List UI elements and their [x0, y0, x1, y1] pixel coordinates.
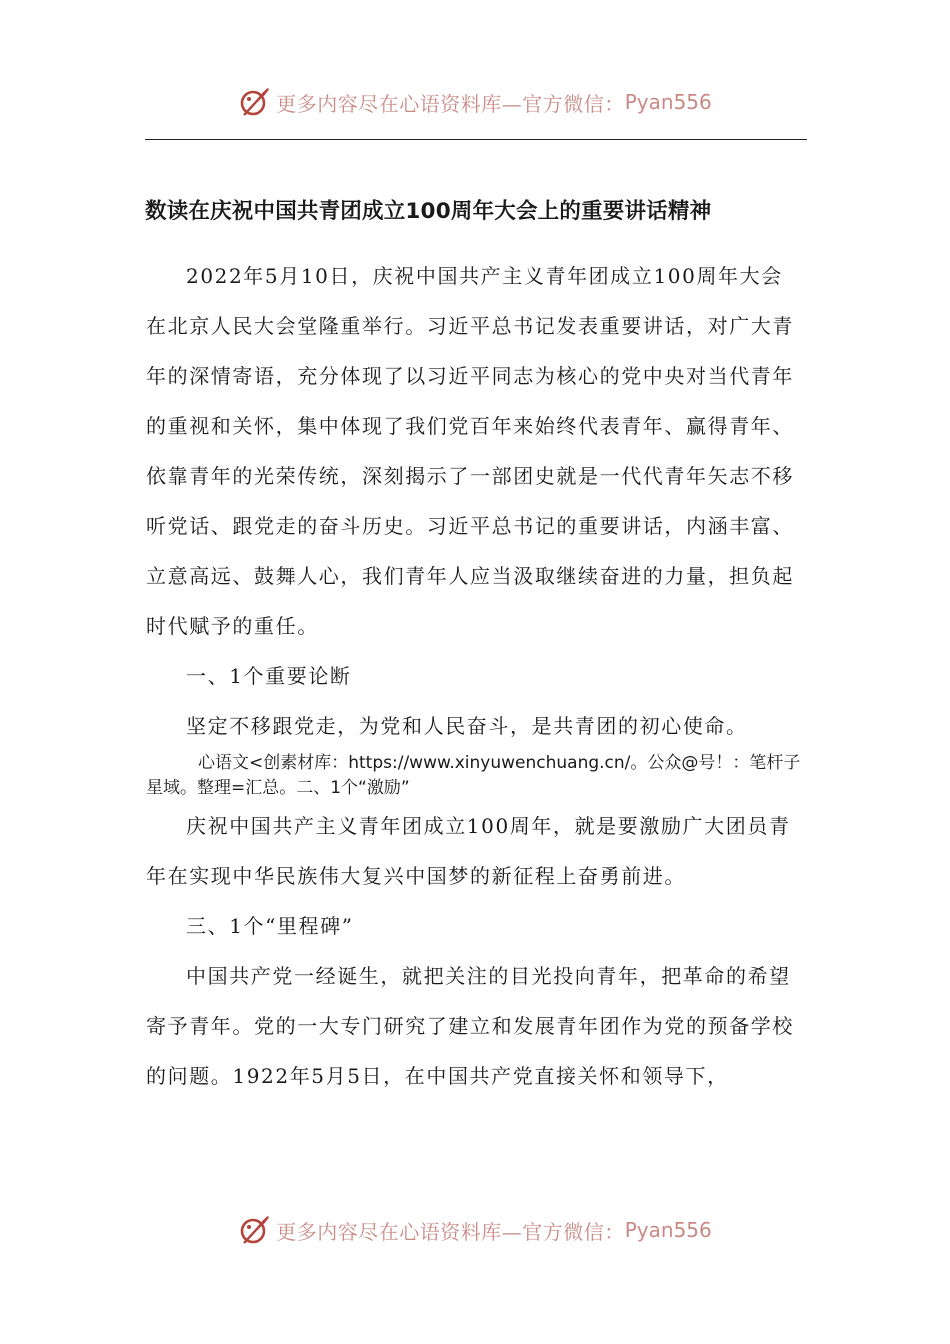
section-heading-3: 三、1个“里程碑” — [186, 914, 354, 938]
paragraph-judgment: 坚定不移跟党走，为党和人民奋斗，是共青团的初心使命。 — [186, 714, 748, 738]
header-banner-text: 更多内容尽在心语资料库—官方微信： — [276, 91, 625, 116]
document-title: 数读在庆祝中国共青团成立100周年大会上的重要讲话精神 — [145, 199, 712, 225]
paragraph-intro: 2022年5月10日，庆祝中国共产主义青年团成立100周年大会在北京人民大会堂隆重举行。习近平总书记发表重要讲话，对广大青年的深情寄语，充分体现了以习近平同志为核心的党中央对当代青年的重视和关怀，集中体现了我们党百年来始终代表青年、赢得青年、依靠青年的光荣传统，深刻揭示了一部团史就是一代代青年矢志不移听党话、跟党走的奋斗历史。习近平总书记的重要讲话，内涵丰富、立意高远、鼓舞人心，我们青年人应当汲取继续奋进的力量，担负起时代赋予的重任。 — [146, 264, 794, 638]
source-note: 心语文<创素材库：https://www.xinyuwenchuang.cn/。公众@号！：笔杆子星域。整理=汇总。二、1个“激励” — [146, 753, 801, 798]
section-heading-1: 一、1个重要论断 — [186, 664, 352, 688]
footer-wechat-id: Pyan556 — [624, 1218, 712, 1242]
paragraph-inspire: 庆祝中国共产主义青年团成立100周年，就是要激励广大团员青年在实现中华民族伟大复兴中国梦的新征程上奋勇前进。 — [146, 814, 791, 888]
footer-banner — [0, 1210, 950, 1250]
header-wechat-id: Pyan556 — [624, 90, 712, 114]
header-banner — [0, 82, 950, 122]
quill-pen-logo-icon — [238, 85, 272, 119]
document-body — [146, 251, 804, 1101]
quill-pen-logo-icon — [238, 1213, 272, 1247]
footer-banner-text: 更多内容尽在心语资料库—官方微信： — [276, 1219, 625, 1244]
paragraph-milestone: 中国共产党一经诞生，就把关注的目光投向青年，把革命的希望寄予青年。党的一大专门研究了建立和发展青年团作为党的预备学校的问题。1922年5月5日，在中国共产党直接关怀和领导下， — [146, 964, 794, 1088]
header-divider — [145, 139, 807, 140]
